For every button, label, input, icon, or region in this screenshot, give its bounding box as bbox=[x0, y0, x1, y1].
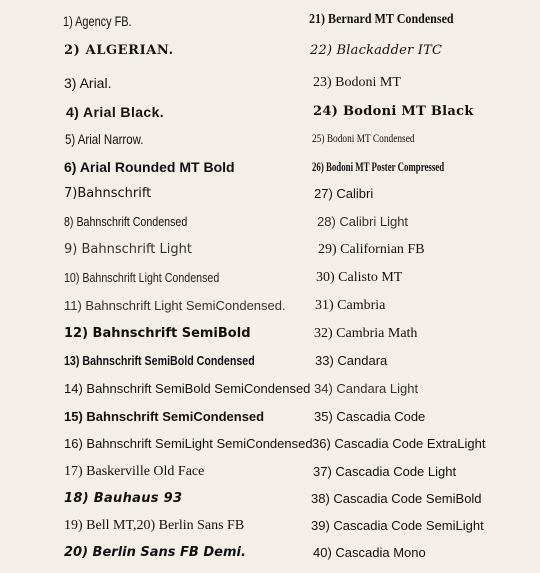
font-item-cascadia-code-semibold: 38) Cascadia Code SemiBold bbox=[311, 491, 482, 506]
right-font-list bbox=[270, 0, 540, 573]
font-item-calibri: 27) Calibri bbox=[314, 186, 374, 201]
font-item-bodoni-mt-black: 24) Bodoni MT Black bbox=[313, 104, 474, 119]
font-item-calisto-mt: 30) Calisto MT bbox=[316, 270, 403, 285]
font-item-calibri-light: 28) Calibri Light bbox=[317, 214, 409, 229]
font-item-candara-light: 34) Candara Light bbox=[314, 381, 419, 396]
font-item-bahnschrift-semicondensed: 15) Bahnschrift SemiCondensed bbox=[64, 409, 265, 424]
font-item-arial-rounded-mt-bold: 6) Arial Rounded MT Bold bbox=[64, 159, 235, 175]
font-item-berlin-sans-fb-demi: 20) Berlin Sans FB Demi. bbox=[64, 545, 246, 560]
font-item-arial-black: 4) Arial Black. bbox=[66, 104, 165, 120]
font-item-bahnschrift-light-condensed: 10) Bahnschrift Light Condensed bbox=[64, 270, 220, 285]
font-item-baskerville-old-face: 17) Baskerville Old Face bbox=[64, 464, 205, 479]
font-item-arial-narrow: 5) Arial Narrow. bbox=[65, 131, 144, 147]
font-item-cambria: 31) Cambria bbox=[315, 298, 386, 313]
font-item-bahnschrift-condensed: 8) Bahnschrift Condensed bbox=[64, 214, 188, 229]
font-item-cascadia-mono: 40) Cascadia Mono bbox=[313, 545, 426, 560]
font-item-bahnschrift-semibold: 12) Bahnschrift SemiBold bbox=[64, 326, 251, 341]
font-item-cascadia-code-extralight: 36) Cascadia Code ExtraLight bbox=[312, 436, 486, 451]
font-item-bahnschrift-semibold-condensed: 13) Bahnschrift SemiBold Condensed bbox=[64, 353, 255, 368]
font-item-californian-fb: 29) Californian FB bbox=[318, 242, 425, 257]
font-item-blackadder-itc: 22) Blackadder ITC bbox=[310, 43, 443, 58]
font-item-cascadia-code: 35) Cascadia Code bbox=[314, 409, 426, 424]
font-item-candara: 33) Candara bbox=[315, 353, 388, 368]
font-item-agency-fb: 1) Agency FB. bbox=[63, 13, 132, 29]
font-item-bauhaus-93: 18) Bauhaus 93 bbox=[64, 491, 183, 506]
font-item-bodoni-mt: 23) Bodoni MT bbox=[313, 75, 401, 90]
font-item-cascadia-code-light: 37) Cascadia Code Light bbox=[313, 464, 457, 479]
font-item-bell-mt-berlin-sans-fb: 19) Bell MT,20) Berlin Sans FB bbox=[64, 518, 245, 533]
font-item-bahnschrift: 7)Bahnschrift bbox=[64, 186, 152, 201]
font-item-arial: 3) Arial. bbox=[64, 75, 112, 91]
font-item-cambria-math: 32) Cambria Math bbox=[314, 326, 418, 341]
font-item-bodoni-mt-condensed: 25) Bodoni MT Condensed bbox=[312, 131, 415, 145]
font-item-bernard-mt-condensed: 21) Bernard MT Condensed bbox=[309, 12, 454, 27]
font-item-cascadia-code-semilight: 39) Cascadia Code SemiLight bbox=[311, 518, 484, 533]
font-item-bahnschrift-semilight-semicondensed: 16) Bahnschrift SemiLight SemiCondensed bbox=[64, 436, 313, 451]
font-item-bahnschrift-semibold-semicondensed: 14) Bahnschrift SemiBold SemiCondensed bbox=[64, 381, 311, 396]
font-item-algerian: 2) ALGERIAN. bbox=[64, 43, 174, 58]
font-item-bahnschrift-light: 9) Bahnschrift Light bbox=[64, 242, 192, 257]
font-item-bahnschrift-light-semicondensed: 11) Bahnschrift Light SemiCondensed. bbox=[64, 298, 286, 313]
font-item-bodoni-mt-poster-compressed: 26) Bodoni MT Poster Compressed bbox=[312, 159, 445, 174]
